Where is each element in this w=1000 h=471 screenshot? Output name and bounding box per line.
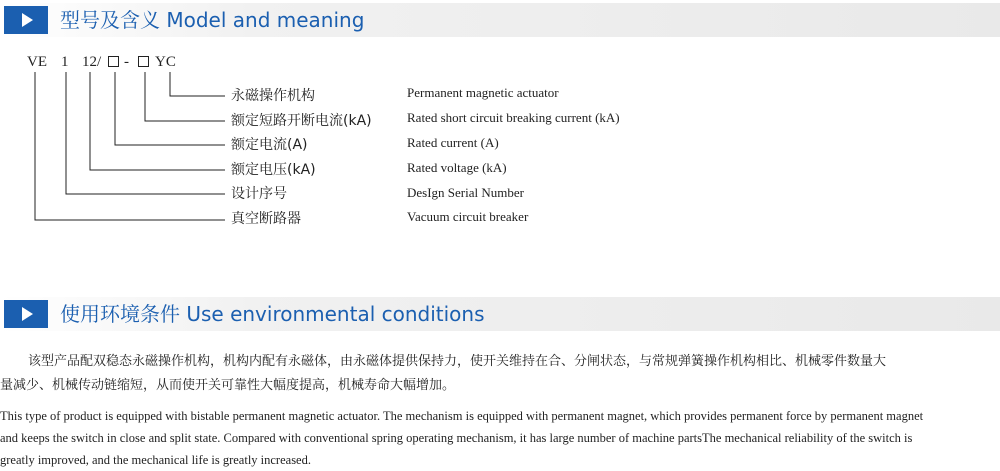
meaning-cn-breaker: 真空断路器	[231, 211, 301, 227]
description-en-line: and keeps the switch in close and split state. Compared with conventional spring operating mechanism, it has large number of machine partsThe mechanical reliability of the switch is	[0, 431, 913, 445]
section-title-conditions: 使用环境条件 Use environmental conditions	[60, 302, 485, 326]
section-title-model: 型号及含义 Model and meaning	[60, 8, 365, 32]
meaning-en-actuator: Permanent magnetic actuator	[407, 85, 559, 100]
model-code-design-number: 1	[61, 54, 69, 70]
model-code-actuator: YC	[155, 54, 176, 70]
meaning-en-breaker: Vacuum circuit breaker	[407, 209, 529, 224]
section-header-conditions	[0, 297, 1000, 331]
meaning-cn-breaking-current: 额定短路开断电流(kA)	[231, 113, 372, 129]
meaning-en-rated-current: Rated current (A)	[407, 135, 499, 150]
model-code-voltage: 12/	[82, 54, 102, 70]
connector-line-actuator	[170, 72, 225, 96]
connector-line-breaker	[35, 72, 225, 220]
meaning-cn-actuator: 永磁操作机构	[231, 88, 315, 104]
description-en	[0, 405, 1000, 471]
meaning-en-rated-voltage: Rated voltage (kA)	[407, 160, 507, 175]
meaning-cn-rated-current: 额定电流(A)	[231, 137, 308, 153]
meaning-en-breaking-current: Rated short circuit breaking current (kA)	[407, 110, 620, 125]
meaning-cn-rated-voltage: 额定电压(kA)	[231, 162, 316, 178]
play-icon	[4, 300, 48, 328]
description-cn-line: 量减少、机械传动链缩短，从而使开关可靠性大幅度提高，机械寿命大幅增加。	[0, 378, 456, 393]
description-cn-line: 该型产品配双稳态永磁操作机构，机构内配有永磁体，由永磁体提供保持力，使开关维持在合、分闸状态，与常规弹簧操作机构相比、机械零件数量大	[28, 354, 887, 369]
description-en-line: This type of product is equipped with bistable permanent magnetic actuator. The mechanism is equipped with permanent magnet, which provides permanent force by permanent magnet	[0, 409, 924, 423]
model-code-ve: VE	[27, 54, 47, 70]
description-cn	[0, 350, 1000, 398]
meaning-en-design-number: DesIgn Serial Number	[407, 185, 524, 200]
model-code-dash: -	[124, 54, 129, 70]
meaning-cn-design-number: 设计序号	[231, 186, 287, 202]
description-en-line: greatly improved, and the mechanical life is greatly increased.	[0, 453, 311, 467]
